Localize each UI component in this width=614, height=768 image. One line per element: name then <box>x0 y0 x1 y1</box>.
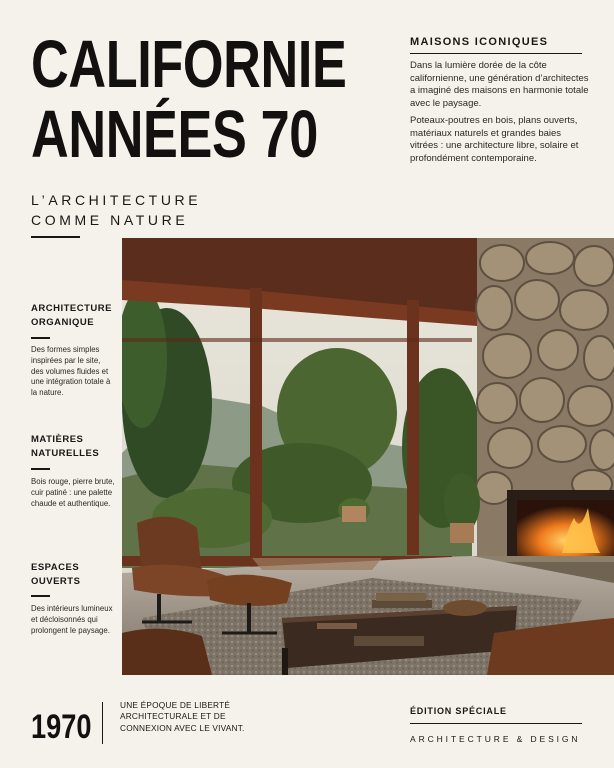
sidebar-divider <box>31 468 50 470</box>
intro-paragraph-2: Poteaux-poutres en bois, plans ouverts, matériaux naturels et grandes baies vitrées : une architecture libre, solaire et profondément contemporaine. <box>410 115 579 164</box>
sidebar-text-matieres: Bois rouge, pierre brute, cuir patiné : une palette chaude et authentique. <box>31 477 115 508</box>
title-line-1: CALIFORNIE <box>31 27 347 102</box>
intro-divider <box>410 53 582 54</box>
year-display: 1970 <box>31 708 92 746</box>
sidebar-text-espaces: Des intérieurs lumineux et décloisonnés qui prolongent le paysage. <box>31 604 113 635</box>
magazine-subtitle <box>31 190 201 230</box>
sidebar-heading-organique: ARCHITECTURE ORGANIQUE <box>31 303 112 328</box>
edition-label: ÉDITION SPÉCIALE <box>410 706 507 716</box>
footer-tagline: UNE ÉPOQUE DE LIBERTÉ ARCHITECTURALE ET DE CONNEXION AVEC LE VIVANT. <box>120 700 245 733</box>
sidebar-text-organique: Des formes simples inspirées par le site, des volumes fluides et une intégration totale à la nature. <box>31 345 111 398</box>
magazine-title <box>31 27 347 172</box>
edition-divider <box>410 723 582 724</box>
sidebar-heading-matieres: MATIÈRES NATURELLES <box>31 434 100 459</box>
sidebar-divider <box>31 595 50 597</box>
subtitle-line-1: L’ARCHITECTURE <box>31 192 202 208</box>
intro-paragraph-1: Dans la lumière dorée de la côte californienne, une génération d’architectes a imaginé des maisons en harmonie totale avec le paysage. <box>410 60 589 109</box>
footer-vertical-divider <box>102 702 103 744</box>
subtitle-divider <box>31 236 80 238</box>
sidebar-heading-espaces: ESPACES OUVERTS <box>31 562 81 587</box>
hero-photo-living-room <box>122 238 614 675</box>
sidebar-divider <box>31 337 50 339</box>
title-line-2: ANNÉES 70 <box>31 97 318 172</box>
subtitle-line-2: COMME NATURE <box>31 212 189 228</box>
intro-heading: MAISONS ICONIQUES <box>410 36 549 48</box>
category-label: ARCHITECTURE & DESIGN <box>410 734 581 744</box>
